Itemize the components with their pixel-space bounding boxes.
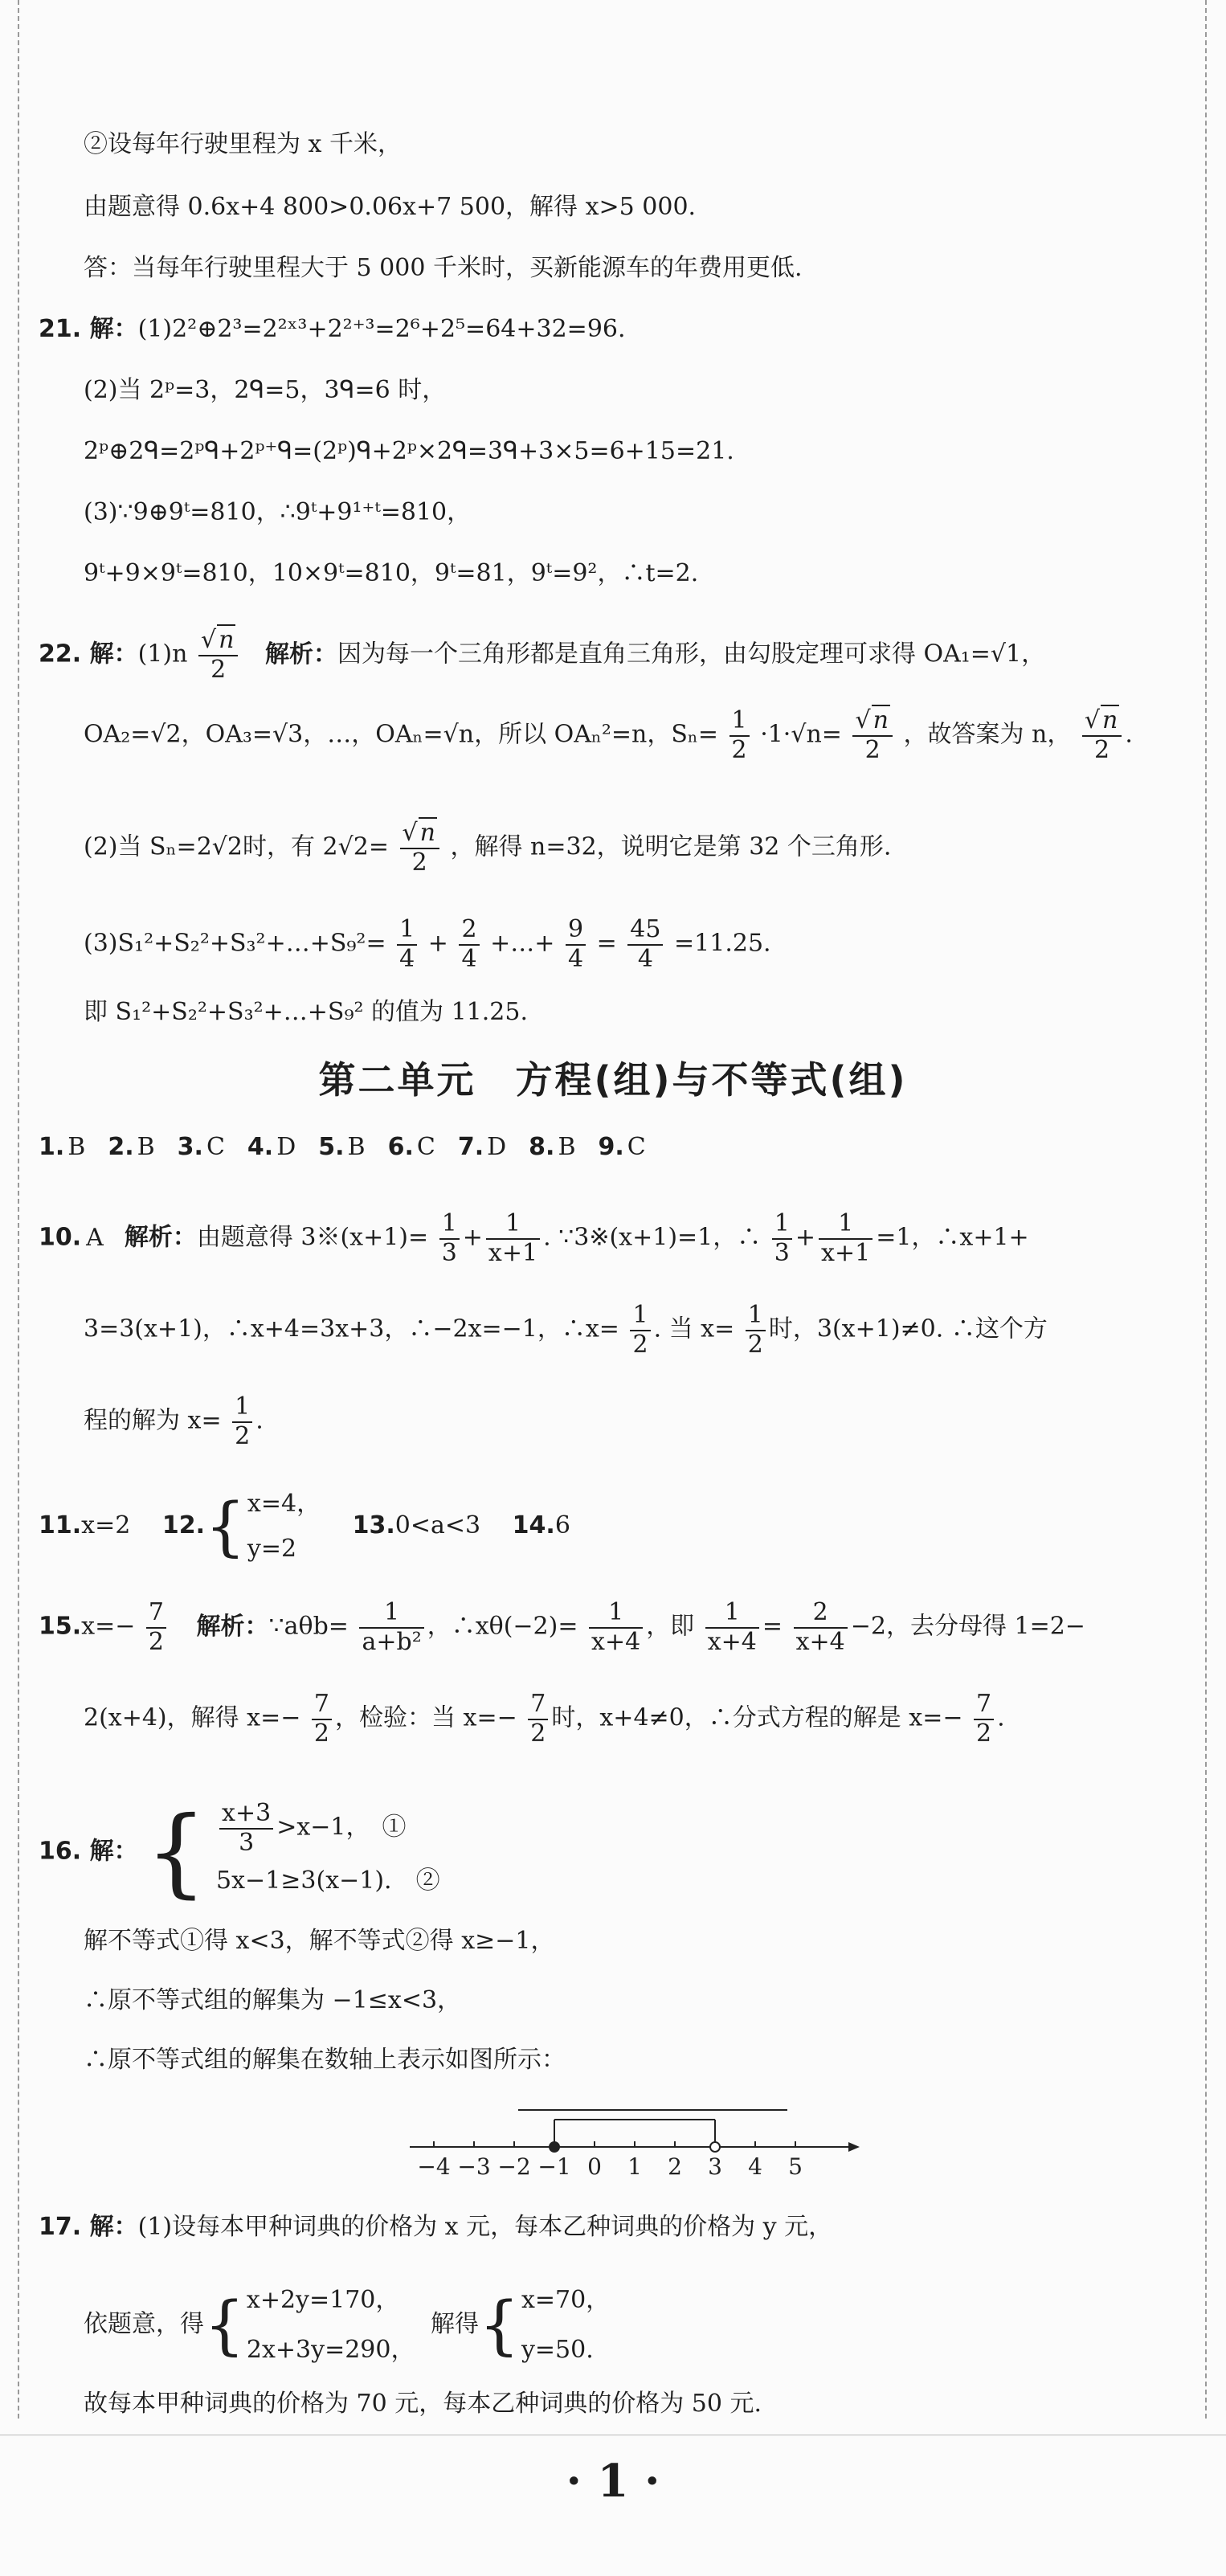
q15-line-2: [84, 1691, 1005, 1748]
mc-number: 6.: [387, 1133, 414, 1161]
q10-jiexi-label: 解析：: [124, 1223, 197, 1252]
mc-number: 9.: [598, 1133, 624, 1161]
cont-line-3: 答：当每年行驶里程大于 5 000 千米时，买新能源车的年费用更低.: [84, 254, 803, 282]
q16-line-3: ∴原不等式组的解集为 −1≤x<3，: [84, 1986, 462, 2014]
mc-answer: B: [67, 1133, 86, 1161]
q15-answer: x=−: [81, 1612, 136, 1641]
q13-number: 13.: [352, 1511, 395, 1539]
fraction: $\frac{1}{2}$: [729, 707, 750, 764]
q16-line-2: 解不等式①得 x<3，解不等式②得 x≥−1，: [84, 1927, 555, 1955]
q10-text-1c: =1，∴x+1+: [876, 1223, 1029, 1252]
q16-line-4: ∴原不等式组的解集在数轴上表示如图所示：: [84, 2046, 566, 2074]
fraction: $\frac{√ n}{2}$: [198, 627, 238, 684]
q22-part3a: (3)S₁²+S₂²+S₃²+…+S₉²=: [84, 929, 386, 958]
fraction: $\frac{2}{4}$: [459, 916, 479, 973]
interval-end-point: [710, 2142, 720, 2152]
tick-label: −4: [417, 2153, 451, 2180]
q21-number: 21. 解：: [39, 315, 138, 343]
left-brace: {: [479, 2288, 520, 2362]
q17-text-1: (1)设每本甲种词典的价格为 x 元，每本乙种词典的价格为 y 元，: [137, 2213, 833, 2241]
q10-number: 10.: [39, 1223, 82, 1252]
q11-14-line: [39, 1482, 570, 1572]
fraction: $\frac{9}{4}$: [566, 916, 586, 973]
q15-text-2b: ，检验：当 x=−: [335, 1703, 517, 1732]
fraction: $\frac{√ n}{2}$: [1082, 707, 1122, 764]
q10-line-3: 程的解为 x= $\frac{1}{2}$ .: [84, 1392, 264, 1450]
tick-label: 5: [788, 2153, 803, 2180]
q15-text-1a: ∵aθb=: [268, 1612, 349, 1641]
mc-number: 2.: [108, 1133, 134, 1161]
q12-number: 12.: [161, 1511, 206, 1539]
q17-line-3: 故每本甲种词典的价格为 70 元，每本乙种词典的价格为 50 元.: [84, 2390, 762, 2418]
q21-line-4: (3)∵9⊕9ᵗ=810，∴9ᵗ+9¹⁺ᵗ=810，: [84, 498, 472, 526]
q22-part2a: (2)当 Sₙ=2√2时，有 2√2=: [84, 832, 389, 861]
left-brace: {: [145, 1796, 207, 1908]
q10-answer: A: [86, 1223, 104, 1252]
mc-answer: B: [558, 1133, 576, 1161]
tick-label: −3: [457, 2153, 491, 2180]
q21-part1: (1)2²⊕2³=2²ˣ³+2²⁺³=2⁶+2⁵=64+32=96.: [137, 315, 626, 343]
q16-line-1: [39, 1796, 440, 1908]
fraction: $\frac{√ n}{2}$: [852, 707, 892, 764]
mc-number: 8.: [529, 1133, 555, 1161]
q22-part3e: =11.25.: [674, 929, 771, 958]
fraction: $\frac{1}{2}$: [746, 1302, 766, 1359]
q22-number: 22. 解：: [39, 640, 138, 669]
fraction: $\frac{1}{x+4}$: [705, 1599, 759, 1656]
tick-label: 2: [668, 2153, 682, 2180]
q14-number: 14.: [512, 1511, 555, 1539]
q15-jiexi-label: 解析：: [196, 1612, 269, 1641]
mc-number: 3.: [177, 1133, 203, 1161]
mc-answer: D: [276, 1133, 296, 1161]
fraction: $\frac{1}{\text{a+b²}}$: [359, 1599, 423, 1656]
tick-label: 1: [627, 2153, 642, 2180]
q10-text-2b: . 当 x=: [653, 1315, 735, 1343]
cont-line-1: ②设每年行驶里程为 x 千米，: [84, 130, 402, 158]
fraction: $\frac{1}{x+1}$: [486, 1210, 540, 1267]
equals-sign: =: [762, 1612, 783, 1641]
fraction: $\frac{x+3}{3}$: [219, 1800, 273, 1857]
fraction: $\frac{1}{3}$: [772, 1210, 792, 1267]
tick-label: 3: [708, 2153, 722, 2180]
fraction: $\frac{7}{2}$: [528, 1691, 548, 1748]
q10-text-3a: 程的解为 x=: [84, 1406, 222, 1435]
q22-text-2a: OA₂=√2，OA₃=√3，…，OAₙ=√n，所以 OAₙ²=n，Sₙ=: [84, 720, 718, 749]
q21-line-2: (2)当 2ᵖ=3，2ᑫ=5，3ᑫ=6 时，: [84, 376, 447, 404]
fraction: $\frac{45}{4}$: [627, 916, 663, 973]
fraction: $\frac{2}{x+4}$: [794, 1599, 848, 1656]
q10-text-2c: 时，3(x+1)≠0. ∴这个方: [768, 1315, 1048, 1343]
q22-line-5: 即 S₁²+S₂²+S₃²+…+S₉² 的值为 11.25.: [84, 998, 528, 1026]
q17-system: x+2y=170， 2x+3y=290，: [246, 2286, 415, 2364]
left-margin-dashed-line: [18, 0, 19, 2419]
fraction: $\frac{1}{2}$: [232, 1393, 252, 1450]
q22-text-2b: ·1·√n=: [760, 720, 842, 749]
q17-line-2: [84, 2275, 610, 2375]
q15-text-2a: 2(x+4)，解得 x=−: [84, 1703, 301, 1732]
q22-answer1: (1)n: [137, 640, 188, 669]
q10-text-2a: 3=3(x+1)，∴x+4=3x+3，∴−2x=−1，∴x=: [84, 1315, 619, 1343]
fraction: $\frac{7}{2}$: [312, 1691, 332, 1748]
q10-line-2: [84, 1302, 1048, 1359]
fraction: $\frac{7}{2}$: [974, 1691, 994, 1748]
mc-number: 1.: [39, 1133, 65, 1161]
q17-text-2a: 依题意，得: [84, 2310, 204, 2338]
tick-label: −1: [537, 2153, 571, 2180]
q22-line-4: [84, 916, 771, 973]
mc-answer: C: [206, 1133, 225, 1161]
q22-line-3: [84, 820, 891, 877]
right-margin-dashed-line: [1205, 0, 1207, 2419]
q11-number: 11.: [39, 1511, 82, 1539]
fraction: $\frac{1}{x+4}$: [589, 1599, 643, 1656]
q17-result: x=70， y=50.: [521, 2286, 611, 2364]
q10-line-1: 10. A 解析：由题意得 3※(x+1)= $\frac{1}{3}$ + $\frac{1}{x+1}$ . ∵3※(x+1)=1，∴ $\frac{1}{3}$ + $\frac{1}{x+1}$ =1，∴x+1+: [39, 1209, 1029, 1267]
q15-line-1: [39, 1599, 1085, 1656]
tick-label: 0: [587, 2153, 602, 2180]
q22-part2b: ，解得 n=32，说明它是第 32 个三角形.: [450, 832, 892, 861]
mc-answer: C: [416, 1133, 435, 1161]
q17-text-2b: 解得: [431, 2310, 480, 2338]
q22-text-2c: ，故答案为 n，: [903, 720, 1072, 749]
q21-line-3: 2ᵖ⊕2ᑫ=2ᵖᑫ+2ᵖ⁺ᑫ=(2ᵖ)ᑫ+2ᵖ×2ᑫ=3ᑫ+3×5=6+15=21.: [84, 437, 734, 465]
q15-text-1b: ，∴xθ(−2)=: [427, 1612, 578, 1641]
q15-text-2c: 时，x+4≠0，∴分式方程的解是 x=−: [551, 1703, 963, 1732]
mc-answer: B: [137, 1133, 155, 1161]
q10-text-1a: 由题意得 3※(x+1)=: [196, 1223, 429, 1252]
cont-line-2: 由题意得 0.6x+4 800>0.06x+7 500，解得 x>5 000.: [84, 193, 697, 221]
fraction: $\frac{1}{x+1}$: [819, 1210, 873, 1267]
q11-answer: x=2: [81, 1511, 131, 1539]
page-number: · 1 ·: [566, 2455, 660, 2508]
q22-text-1: 因为每一个三角形都是直角三角形，由勾股定理可求得 OA₁=√1，: [337, 640, 1046, 669]
q17-number: 17. 解：: [39, 2213, 138, 2241]
ellipsis-sum: +…+: [490, 929, 555, 958]
q15-text-1c: ，即: [646, 1612, 695, 1641]
fraction: $\frac{1}{4}$: [397, 916, 417, 973]
q15-number: 15.: [39, 1612, 82, 1641]
q21-line-1: [39, 313, 626, 346]
multiple-choice-answers: [39, 1131, 668, 1163]
plus-sign: +: [427, 929, 448, 958]
q12-system: x=4， y=2: [247, 1490, 321, 1563]
q22-line-1: [39, 627, 1045, 684]
q17-line-1: [39, 2211, 832, 2243]
q21-line-5: 9ᵗ+9×9ᵗ=810，10×9ᵗ=810，9ᵗ=81，9ᵗ=9²，∴t=2.: [84, 559, 699, 587]
tick-label: 4: [748, 2153, 762, 2180]
interval-start-point: [550, 2142, 559, 2152]
number-line: [402, 2097, 868, 2186]
q22-jiexi-label: 解析：: [264, 640, 337, 669]
tick-label: −2: [497, 2153, 531, 2180]
unit-title: 第二单元 方程(组)与不等式(组): [318, 1058, 908, 1102]
period: .: [997, 1703, 1005, 1732]
fraction: $\frac{1}{2}$: [630, 1302, 650, 1359]
mc-answer: D: [487, 1133, 507, 1161]
mc-answer: B: [347, 1133, 366, 1161]
q10-text-1b: ∵3※(x+1)=1，∴: [558, 1223, 762, 1252]
mc-number: 4.: [247, 1133, 274, 1161]
fraction: $\frac{1}{3}$: [439, 1210, 460, 1267]
left-brace: {: [205, 1489, 246, 1564]
mc-number: 5.: [318, 1133, 345, 1161]
q16-number: 16. 解：: [39, 1837, 138, 1866]
fraction: $\frac{7}{2}$: [146, 1599, 166, 1656]
q14-answer: 6: [554, 1511, 570, 1539]
mc-answer: C: [627, 1133, 646, 1161]
q16-system: $\frac{x+3}{3}$ >x−1， ① 5x−1≥3(x−1). ②: [216, 1799, 440, 1895]
left-brace: {: [204, 2288, 245, 2362]
q13-answer: 0<a<3: [394, 1511, 481, 1539]
q22-line-2: OA₂=√2，OA₃=√3，…，OAₙ=√n，所以 OAₙ²=n，Sₙ= $\frac{1}{2}$ ·1·√n= $\frac{√ n}{2}$ ，故答案为 n， $\frac{√ n}{2}$ .: [84, 706, 1133, 764]
mc-number: 7.: [457, 1133, 484, 1161]
q15-text-1e: −2，去分母得 1=2−: [850, 1612, 1085, 1641]
equals-sign: =: [596, 929, 617, 958]
axis-arrow: [848, 2142, 860, 2152]
fraction: $\frac{√ n}{2}$: [400, 820, 439, 877]
